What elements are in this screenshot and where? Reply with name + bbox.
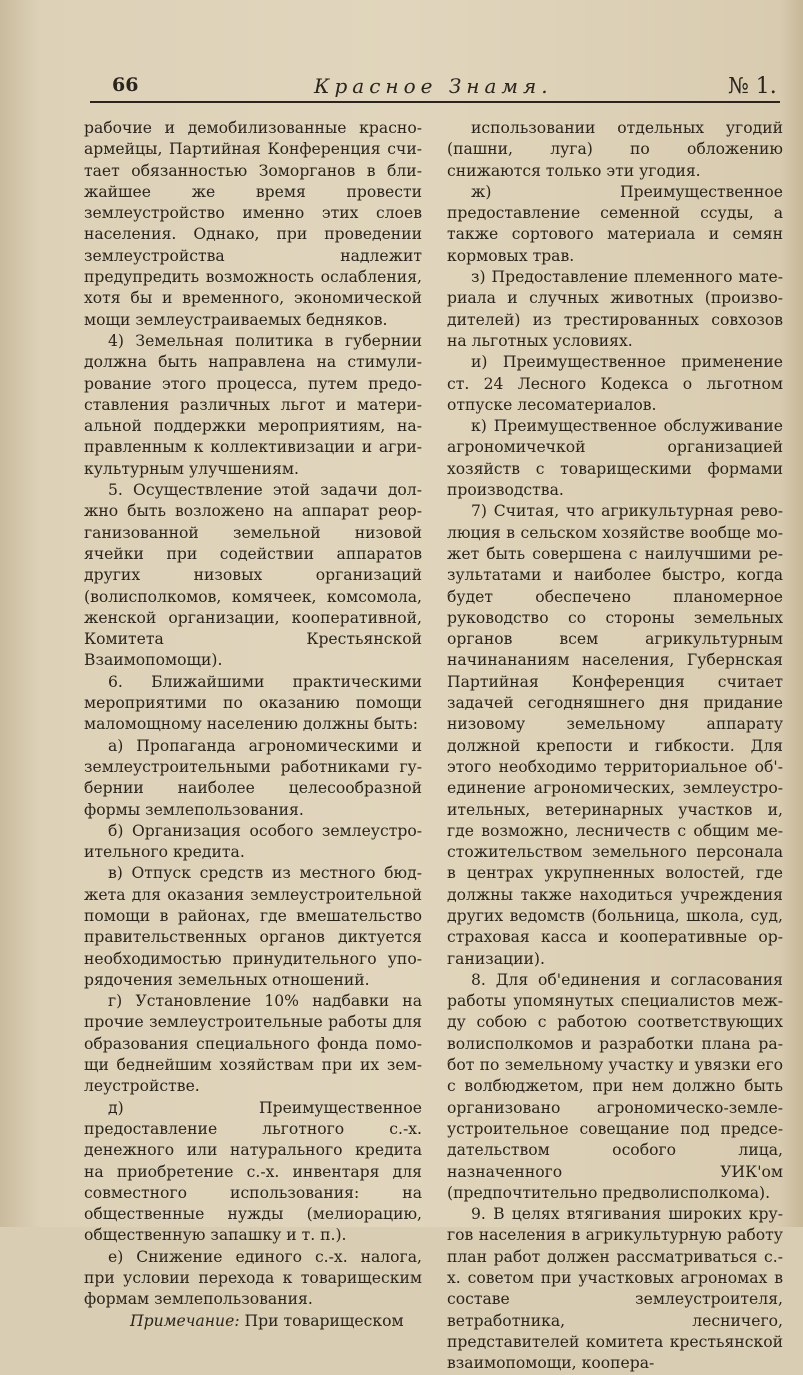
paragraph: 8. Для об'единения и согласования работы упомянутых специалистов между собою с работою соответствующих волисполкомов и разработки плана работ по земельному участку и увязки его с волбюджетом, при нем должно быть организовано агрономическо-землеустроительное совещание под председательством особого лица, назначенного УИК'ом (предпочтительно предволисполкома). [447,970,783,1202]
paragraph: 7) Считая, что агрикультурная революция в сельском хозяйстве вообще может быть совершена с наилучшими результатами и наиболее быстро, когда будет обеспечено планомерное руководство со стороны земельных органов всем агрикультурным начинананиям населения, Губернская Партийная Конференция считает задачей сегодняшнего дня придание низовому земельному аппарату должной крепости и гибкости. Для этого необходимо территориальное об'единение агрономических, землеустроительных, ветеринарных участков и, где возможно, лесничеств с общим местожительством земельного персонала в центрах укрупненных волостей, где должны также находиться учреждения других ведомств (больница, школа, суд, страховая касса и кооперативные организации). [447,502,783,968]
paragraph: г) Установление 10% надбавки на прочие землеустроительные работы для образования специального фонда помощи беднейшим хозяйствам при их землеустройстве. [84,992,422,1096]
page-number: 66 [112,74,139,96]
paragraph: а) Пропаганда агрономическими и землеустроительными работниками губернии наиболее целесообразной формы землепользования. [84,736,422,819]
paragraph: к) Преимущественное обслуживание агрономичечкой организацией хозяйств с товарищескими формами производства. [447,417,783,500]
newspaper-title: Красное Знамя. [314,74,553,98]
paragraph: д) Преимущественное предоставление льготного с.-х. денежного или натурального кредита на приобретение с.-х. инвентаря для совместного использования: на общественные нужды (мелиорацию, общественную запашку и т. п.). [84,1098,422,1245]
note-text: При товарищеском [239,1311,404,1330]
note-label: Примечание: [130,1311,240,1330]
paragraph: 9. В целях втягивания широких кругов населения в агрикультурную работу план рабoт должен рассматриваться с.-х. советом при участковых агрономах в составе землеустроителя, ветработника, лесничего, представителей комитета крестьянской взаимопомощи, коопера- [447,1205,783,1373]
paragraph: и) Преимущественное применение ст. 24 Лесного Кодекса о льготном отпуске лесоматериалов. [447,353,783,414]
paragraph: з) Предоставление племенного материала и случных животных (производителей) из трестированных совхозов на льготных условиях. [447,268,783,350]
paragraph: рабочие и демобилизованные красноармейцы, Партийная Конференция считает обязанностью Зоморганов в ближайшее же время провести землеустройство именно этих слоев населения. Однако, при проведении землеустройства надлежит предупредить возможность ослабления, хотя бы и временного, экономической мощи землеустраиваемых бедняков. [84,119,422,329]
header-rule [90,101,780,103]
paragraph: 6. Ближайшими практическими мероприятими по оказанию помощи маломощному населению должны быть: [84,672,422,734]
paragraph: 4) Земельная политика в губернии должна быть направлена на стимулирование этого процесса, путем предоставления различных льгот и материальной поддержки мероприятиям, направленным к коллективизации и агрикультурным улучшениям. [84,331,422,478]
paragraph: б) Организация особого землеустроительного кредита. [84,821,422,862]
paragraph: е) Снижение единого с.-х. налога, при условии перехода к товарищеским формам землепользования. [84,1247,422,1309]
paragraph: 5. Осуществление этой задачи должно быть возложено на аппарат реорганизованной земельной низовой ячейки при содействии аппаратов других низовых организаций (волисполкомов, комячеек, комсомола, женской организации, кооперативной, Комитета Крестьянской Взаимопомощи). [84,481,422,670]
paragraph: в) Отпуск средств из местного бюджета для оказания землеустроительной помощи в районах, где вмешательство правительственных органов диктуется необходимостью принудительного упорядочения земельных отношений. [84,864,422,989]
note-paragraph [84,1311,422,1332]
left-column [84,118,422,1332]
right-column [447,118,783,1375]
paragraph: ж) Преимущественное предоставление семенной ссуды, а также сортового материала и семян кормовых трав. [447,182,783,265]
page-header [90,70,780,104]
paragraph: использовании отдельных угодий (пашни, луга) по обложению снижаются только эти угодия. [447,119,783,180]
issue-number: № 1. [728,74,777,99]
